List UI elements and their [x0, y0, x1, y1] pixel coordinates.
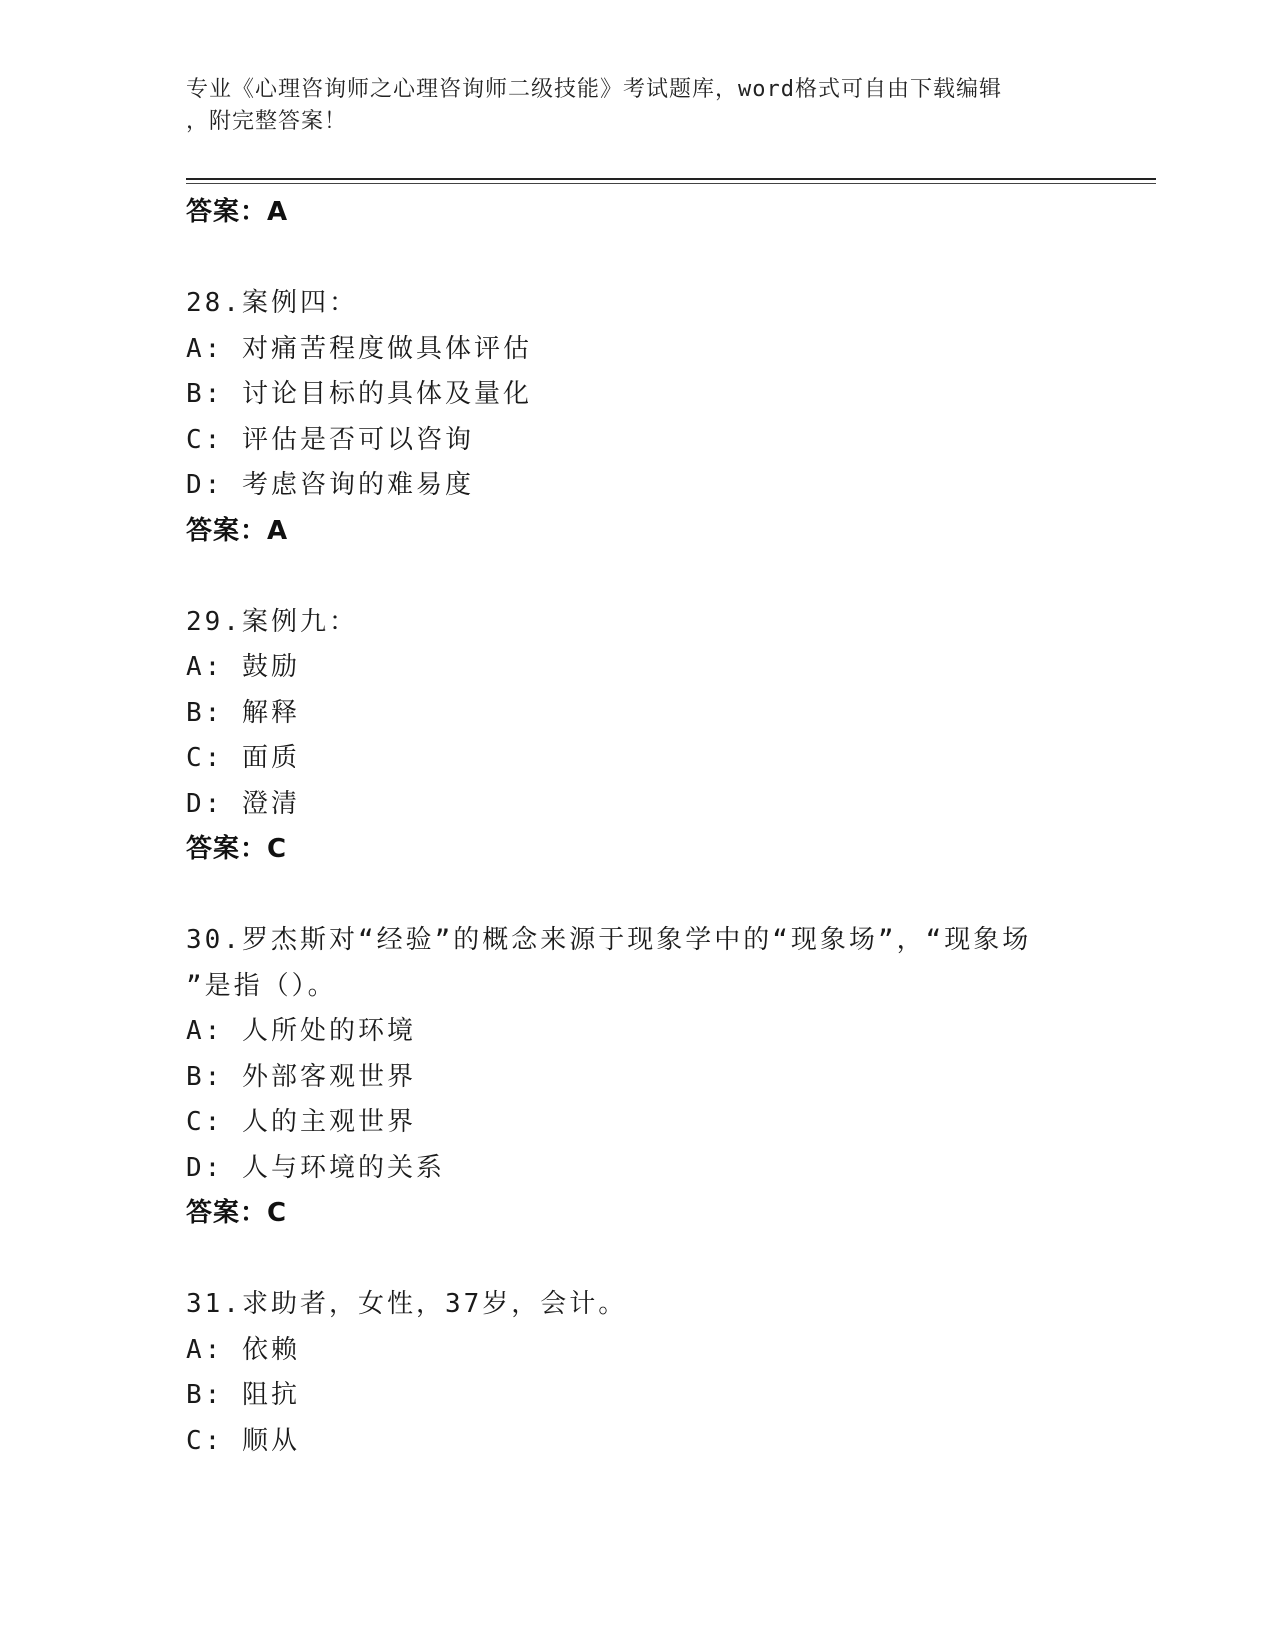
question-stem: 31.求助者，女性，37岁，会计。 — [186, 1289, 628, 1319]
answer: 答案：A — [186, 515, 289, 546]
option-b: B: 讨论目标的具体及量化 — [186, 379, 532, 409]
page-header — [186, 74, 1086, 138]
option-d: D: 考虑咨询的难易度 — [186, 470, 474, 500]
question-stem: 29.案例九： — [186, 606, 358, 637]
option-c: C: 人的主观世界 — [186, 1107, 416, 1137]
option-a: A: 依赖 — [186, 1334, 300, 1365]
option-b: B: 解释 — [186, 697, 300, 728]
option-c: C: 顺从 — [186, 1425, 300, 1456]
option-b: B: 外部客观世界 — [186, 1061, 416, 1092]
header-divider-thin — [186, 183, 1156, 184]
question-stem: 28.案例四： — [186, 288, 358, 318]
option-c: C: 评估是否可以咨询 — [186, 424, 474, 455]
answer: 答案：C — [186, 834, 288, 864]
question-block — [186, 1282, 1156, 1464]
option-d: D: 澄清 — [186, 788, 300, 819]
option-d: D: 人与环境的关系 — [186, 1152, 445, 1183]
option-c: C: 面质 — [186, 743, 300, 773]
header-divider-thick — [186, 178, 1156, 180]
question-stem-continued: ”是指（）。 — [186, 970, 337, 1001]
question-block — [186, 281, 1156, 554]
previous-answer: 答案：A — [186, 197, 289, 227]
option-a: A: 对痛苦程度做具体评估 — [186, 333, 532, 364]
spacer — [186, 1237, 1156, 1283]
spacer — [186, 873, 1156, 919]
question-list — [186, 190, 1156, 1464]
header-line-2: ，附完整答案！ — [186, 109, 348, 134]
option-b: B: 阻抗 — [186, 1380, 300, 1410]
option-a: A: 鼓励 — [186, 652, 300, 682]
spacer — [186, 554, 1156, 600]
option-a: A: 人所处的环境 — [186, 1016, 416, 1046]
spacer — [186, 236, 1156, 282]
question-stem: 30.罗杰斯对“经验”的概念来源于现象学中的“现象场”，“现象场 — [186, 925, 1032, 955]
header-line-1: 专业《心理咨询师之心理咨询师二级技能》考试题库，word格式可自由下载编辑 — [186, 77, 1002, 102]
question-block — [186, 918, 1156, 1237]
question-block — [186, 600, 1156, 873]
answer: 答案：C — [186, 1198, 288, 1228]
